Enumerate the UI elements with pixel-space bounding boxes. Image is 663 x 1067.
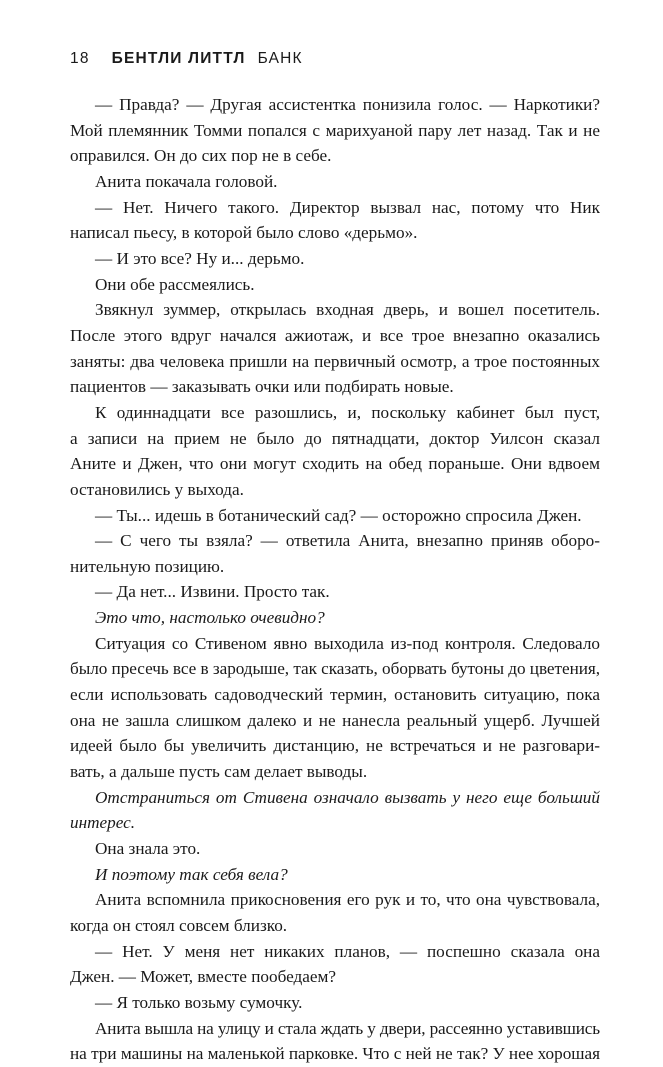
text-line: Анита вспомнила прикосновения его рук и то, что она чувствовала, bbox=[95, 890, 600, 910]
text-line: Ситуация со Стивеном явно выходила из-под контроля. Следовало bbox=[95, 633, 600, 653]
text-line: Анита вышла на улицу и стала ждать у двери, рассеянно уставившись bbox=[95, 1018, 600, 1038]
text-line: а записи на прием не было до пятнадцати, доктор Уилсон сказал bbox=[70, 428, 600, 448]
text-line: — Да нет... Извини. Просто так. bbox=[95, 582, 330, 602]
text-line: — И это все? Ну и... дерьмо. bbox=[95, 248, 305, 268]
text-line: заняты: два человека пришли на первичный осмотр, а трое постоянных bbox=[70, 351, 600, 371]
text-line: — Нет. Ничего такого. Директор вызвал нас, потому что Ник bbox=[95, 197, 600, 217]
text-line: нительную позицию. bbox=[70, 556, 225, 576]
running-head bbox=[70, 50, 600, 68]
text-line: идеей было бы увеличить дистанцию, не встречаться и не разговари- bbox=[70, 736, 600, 756]
text-line: Они обе рассмеялись. bbox=[95, 274, 255, 294]
text-line: Мой племянник Томми попался с марихуаной пару лет назад. Так и не bbox=[70, 120, 600, 140]
text-line: Анита покачала головой. bbox=[95, 171, 278, 191]
text-line: — Правда? — Другая ассистентка понизила голос. — Наркотики? bbox=[95, 95, 600, 114]
body-text bbox=[70, 92, 600, 1067]
text-line: — Нет. У меня нет никаких планов, — поспешно сказала она bbox=[95, 941, 600, 961]
running-head-author: БЕНТЛИ ЛИТТЛ bbox=[111, 50, 246, 67]
text-line: пациентов — заказывать очки или подбирать новые. bbox=[70, 377, 454, 397]
italic-text-line: Это что, настолько очевидно? bbox=[95, 608, 325, 628]
text-line: Аните и Джен, что они могут сходить на обед пораньше. Они вдвоем bbox=[70, 454, 600, 474]
text-line: было пресечь все в зародыше, так сказать, оборвать бутоны до цветения, bbox=[70, 659, 601, 679]
text-line: — Я только возьму сумочку. bbox=[95, 992, 303, 1012]
text-line: К одиннадцати все разошлись, и, поскольку кабинет был пуст, bbox=[95, 402, 600, 422]
text-line: когда он стоял совсем близко. bbox=[70, 916, 288, 935]
text-line: После этого вдруг начался ажиотаж, и все трое внезапно оказались bbox=[70, 325, 600, 345]
text-line: она не зашла слишком далеко и не нанесла реальный ущерб. Лучшей bbox=[70, 710, 600, 730]
text-line: оправился. Он до сих пор не в себе. bbox=[70, 146, 332, 166]
text-line: — Ты... идешь в ботанический сад? — осторожно спросила Джен. bbox=[95, 505, 582, 525]
page-number: 18 bbox=[70, 50, 90, 67]
text-line: — С чего ты взяла? — ответила Анита, внезапно приняв оборо- bbox=[95, 531, 600, 551]
italic-text-line: И поэтому так себя вела? bbox=[95, 864, 288, 884]
text-line: на три машины на маленькой парковке. Что с ней не так? У нее хорошая bbox=[70, 1044, 600, 1064]
text-line: Звякнул зуммер, открылась входная дверь, и вошел посетитель. bbox=[95, 300, 600, 320]
italic-text-line: Отстраниться от Стивена означало вызвать у него еще больший bbox=[95, 787, 600, 807]
text-line: написал пьесу, в которой было слово «дерьмо». bbox=[70, 223, 418, 243]
text-line: Она знала это. bbox=[95, 839, 201, 859]
text-line: если использовать садоводческий термин, остановить ситуацию, пока bbox=[70, 685, 600, 705]
italic-text-line: интерес. bbox=[70, 813, 136, 833]
text-line: вать, а дальше пусть сам делает выводы. bbox=[70, 762, 368, 782]
running-head-book-title: БАНК bbox=[257, 50, 303, 67]
text-line: Джен. — Может, вместе пообедаем? bbox=[70, 967, 337, 987]
text-line: остановились у выхода. bbox=[70, 479, 244, 499]
